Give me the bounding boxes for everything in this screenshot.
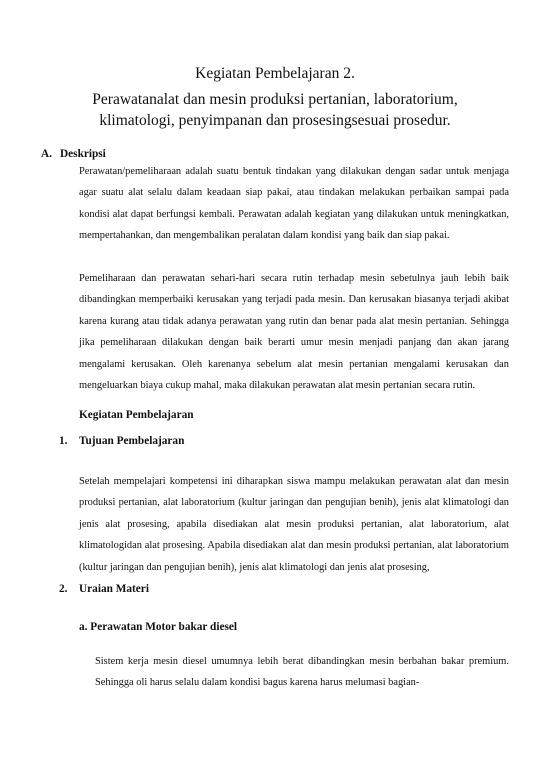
kegiatan-heading: Kegiatan Pembelajaran [79, 409, 194, 421]
item-1-heading [59, 435, 184, 447]
objectives-paragraph: Setelah mempelajari kompetensi ini diharapkan siswa mampu melakukan perawatan alat dan mesin produksi pertanian, alat laboratorium (kultur jaringan dan pengujian benih), jenis alat klimatologi dan jenis alat prosesing, apabila disediakan alat mesin produksi pertanian, alat laboratorium, alat klimatologidan alat prosesing. Apabila disediakan alat dan mesin produksi pertanian, alat laboratorium (kultur jaringan dan pengujian benih), jenis alat klimatologi dan jenis alat prosesing, [79, 476, 509, 573]
chapter-subtitle-line-2: klimatologi, penyimpanan dan prosesingsesuai prosedur. [99, 112, 451, 129]
item-1-number: 1. [59, 435, 68, 447]
subsection-a-heading: a. Perawatan Motor bakar diesel [79, 621, 238, 633]
item-1-title: Tujuan Pembelajaran [79, 435, 185, 447]
section-a-heading [41, 148, 106, 160]
description-paragraph-1: Perawatan/pemeliharaan adalah suatu bentuk tindakan yang dilakukan dengan sadar untuk menjaga agar suatu alat selalu dalam keadaan siap pakai, atau tindakan melakukan perbaikan sampai pada kondisi alat dapat berfungsi kembali. Perawatan adalah kegiatan yang dilakukan untuk meningkatkan, mempertahankan, dan mengembalikan peralatan dalam kondisi yang baik dan siap pakai. [79, 166, 509, 242]
chapter-title: Kegiatan Pembelajaran 2. [195, 65, 355, 82]
item-2-number: 2. [59, 583, 68, 595]
item-2-title: Uraian Materi [79, 583, 149, 595]
description-paragraph-2: Pemeliharaan dan perawatan sehari-hari secara rutin terhadap mesin sebetulnya jauh lebih baik dibandingkan memperbaiki kerusakan yang terjadi pada mesin. Dan kerusakan biasanya terjadi akibat karena kurang atau tidak adanya perawatan yang rutin dan benar pada alat mesin pertanian. Sehingga jika pemeliharaan dilakukan dengan baik berarti umur mesin menjadi panjang dan akan jarang mengalami kerusakan. Oleh karenanya sebelum alat mesin pertanian mengalami kerusakan dan mengeluarkan biaya cukup mahal, maka dilakukan perawatan alat mesin pertanian secara rutin. [79, 273, 509, 392]
section-a-number: A. [41, 148, 52, 160]
chapter-subtitle-line-1: Perawatanalat dan mesin produksi pertanian, laboratorium, [92, 91, 458, 108]
item-2-heading [59, 583, 149, 595]
section-a-title: Deskripsi [60, 148, 106, 160]
diesel-paragraph: Sistem kerja mesin diesel umumnya lebih berat dibandingkan mesin berbahan bakar premium. Sehingga oli harus selalu dalam kondisi bagus karena harus melumasi bagian- [95, 656, 509, 689]
